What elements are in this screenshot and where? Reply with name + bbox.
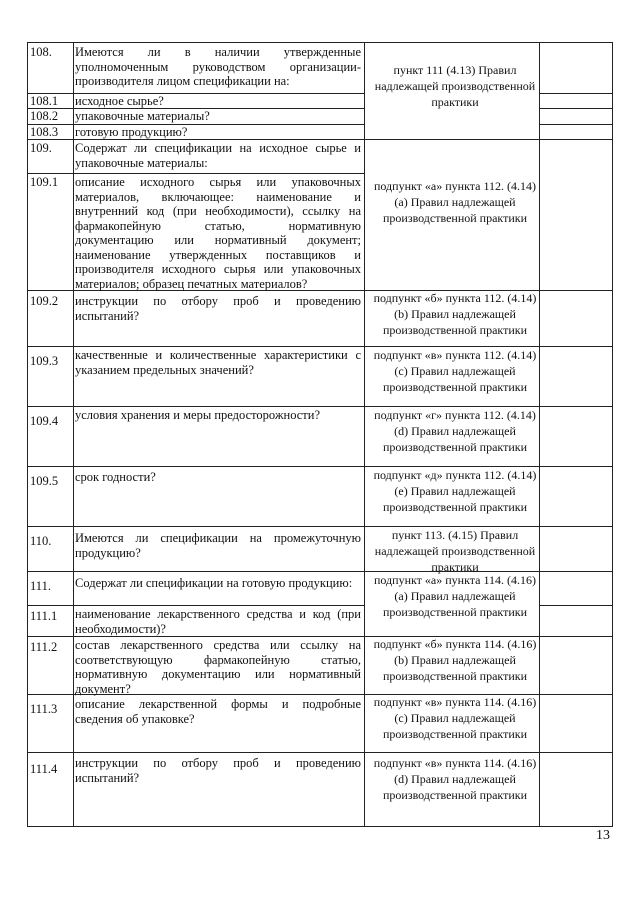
item-number: 109.5 xyxy=(30,474,59,488)
rule-reference: подпункт «б» пункта 114. (4.16) (b) Правил надлежащей производственной практики xyxy=(373,637,537,683)
row-divider xyxy=(27,173,365,174)
item-question: Содержат ли спецификации на исходное сырье и упаковочные материалы: xyxy=(75,141,361,170)
item-question: исходное сырье? xyxy=(75,94,164,108)
page-number: 13 xyxy=(596,828,610,843)
item-question: описание исходного сырья или упаковочных материалов, включающее: наименование и внутренний код (при необходимости), ссылку на фармакопейную статью, нормативную документацию или нормативный документ; наименование утвержденных поставщиков и производителя исходного сырья или упаковочных материалов; образец печатных материалов? xyxy=(75,175,361,291)
item-number: 111.1 xyxy=(30,609,58,623)
rule-reference: подпункт «в» пункта 112. (4.14) (c) Правил надлежащей производственной практики xyxy=(373,348,537,394)
item-number: 111.4 xyxy=(30,762,58,776)
item-question: описание лекарственной формы и подробные сведения об упаковке? xyxy=(75,697,361,726)
item-question: наименование лекарственного средства и код (при необходимости)? xyxy=(75,607,361,636)
item-question: инструкции по отбору проб и проведению испытаний? xyxy=(75,294,361,323)
item-question: Имеются ли в наличии утвержденные уполномоченным руководством организации-производителя лицом спецификации на: xyxy=(75,45,361,88)
item-question: упаковочные материалы? xyxy=(75,109,210,123)
item-number: 111.2 xyxy=(30,640,58,654)
row-divider xyxy=(539,108,613,109)
item-question: условия хранения и меры предосторожности? xyxy=(75,408,321,422)
rule-reference: пункт 111 (4.13) Правил надлежащей производственной практики xyxy=(374,63,536,109)
item-question: срок годности? xyxy=(75,470,156,484)
rule-reference: подпункт «а» пункта 114. (4.16) (a) Правил надлежащей производственной практики xyxy=(373,573,537,619)
item-number: 108.3 xyxy=(30,125,59,139)
item-number: 111.3 xyxy=(30,702,58,716)
item-number: 109.1 xyxy=(30,175,59,189)
rule-reference: подпункт «а» пункта 112. (4.14) (a) Правил надлежащей производственной практики xyxy=(373,179,537,225)
item-number: 108. xyxy=(30,45,52,59)
item-question: готовую продукцию? xyxy=(75,125,188,139)
column-divider xyxy=(364,42,365,827)
rule-reference: подпункт «г» пункта 112. (4.14) (d) Правил надлежащей производственной практики xyxy=(374,408,536,454)
table-border-bottom xyxy=(27,826,613,827)
row-divider xyxy=(539,93,613,94)
item-question: Имеются ли спецификации на промежуточную продукцию? xyxy=(75,531,361,560)
rule-reference: подпункт «в» пункта 114. (4.16) (d) Правил надлежащей производственной практики xyxy=(373,756,537,802)
item-question: инструкции по отбору проб и проведению испытаний? xyxy=(75,756,361,785)
row-divider xyxy=(539,124,613,125)
row-divider xyxy=(27,605,365,606)
item-number: 109. xyxy=(30,141,52,155)
item-number: 109.4 xyxy=(30,414,59,428)
item-number: 109.2 xyxy=(30,294,59,308)
item-question: состав лекарственного средства или ссылку на соответствующую фармакопейную статью, нормативную документацию или нормативный документ? xyxy=(75,638,361,696)
row-divider xyxy=(27,42,613,43)
item-question: качественные и количественные характеристики с указанием предельных значений? xyxy=(75,348,361,377)
item-number: 108.1 xyxy=(30,94,59,108)
row-divider xyxy=(27,752,613,753)
rule-reference: подпункт «в» пункта 114. (4.16) (c) Правил надлежащей производственной практики xyxy=(373,695,537,741)
table-border-right xyxy=(612,42,613,827)
item-question: Содержат ли спецификации на готовую продукцию: xyxy=(75,576,353,590)
table-border-left xyxy=(27,42,28,827)
rule-reference: подпункт «д» пункта 112. (4.14) (e) Правил надлежащей производственной практики xyxy=(373,468,537,514)
item-number: 110. xyxy=(30,534,52,548)
item-number: 108.2 xyxy=(30,109,59,123)
row-divider xyxy=(539,605,613,606)
item-number: 111. xyxy=(30,579,51,593)
requirements-table xyxy=(27,42,613,827)
item-number: 109.3 xyxy=(30,354,59,368)
rule-reference: пункт 113. (4.15) Правил надлежащей производственной практики xyxy=(374,528,536,574)
rule-reference: подпункт «б» пункта 112. (4.14) (b) Правил надлежащей производственной практики xyxy=(373,291,537,337)
